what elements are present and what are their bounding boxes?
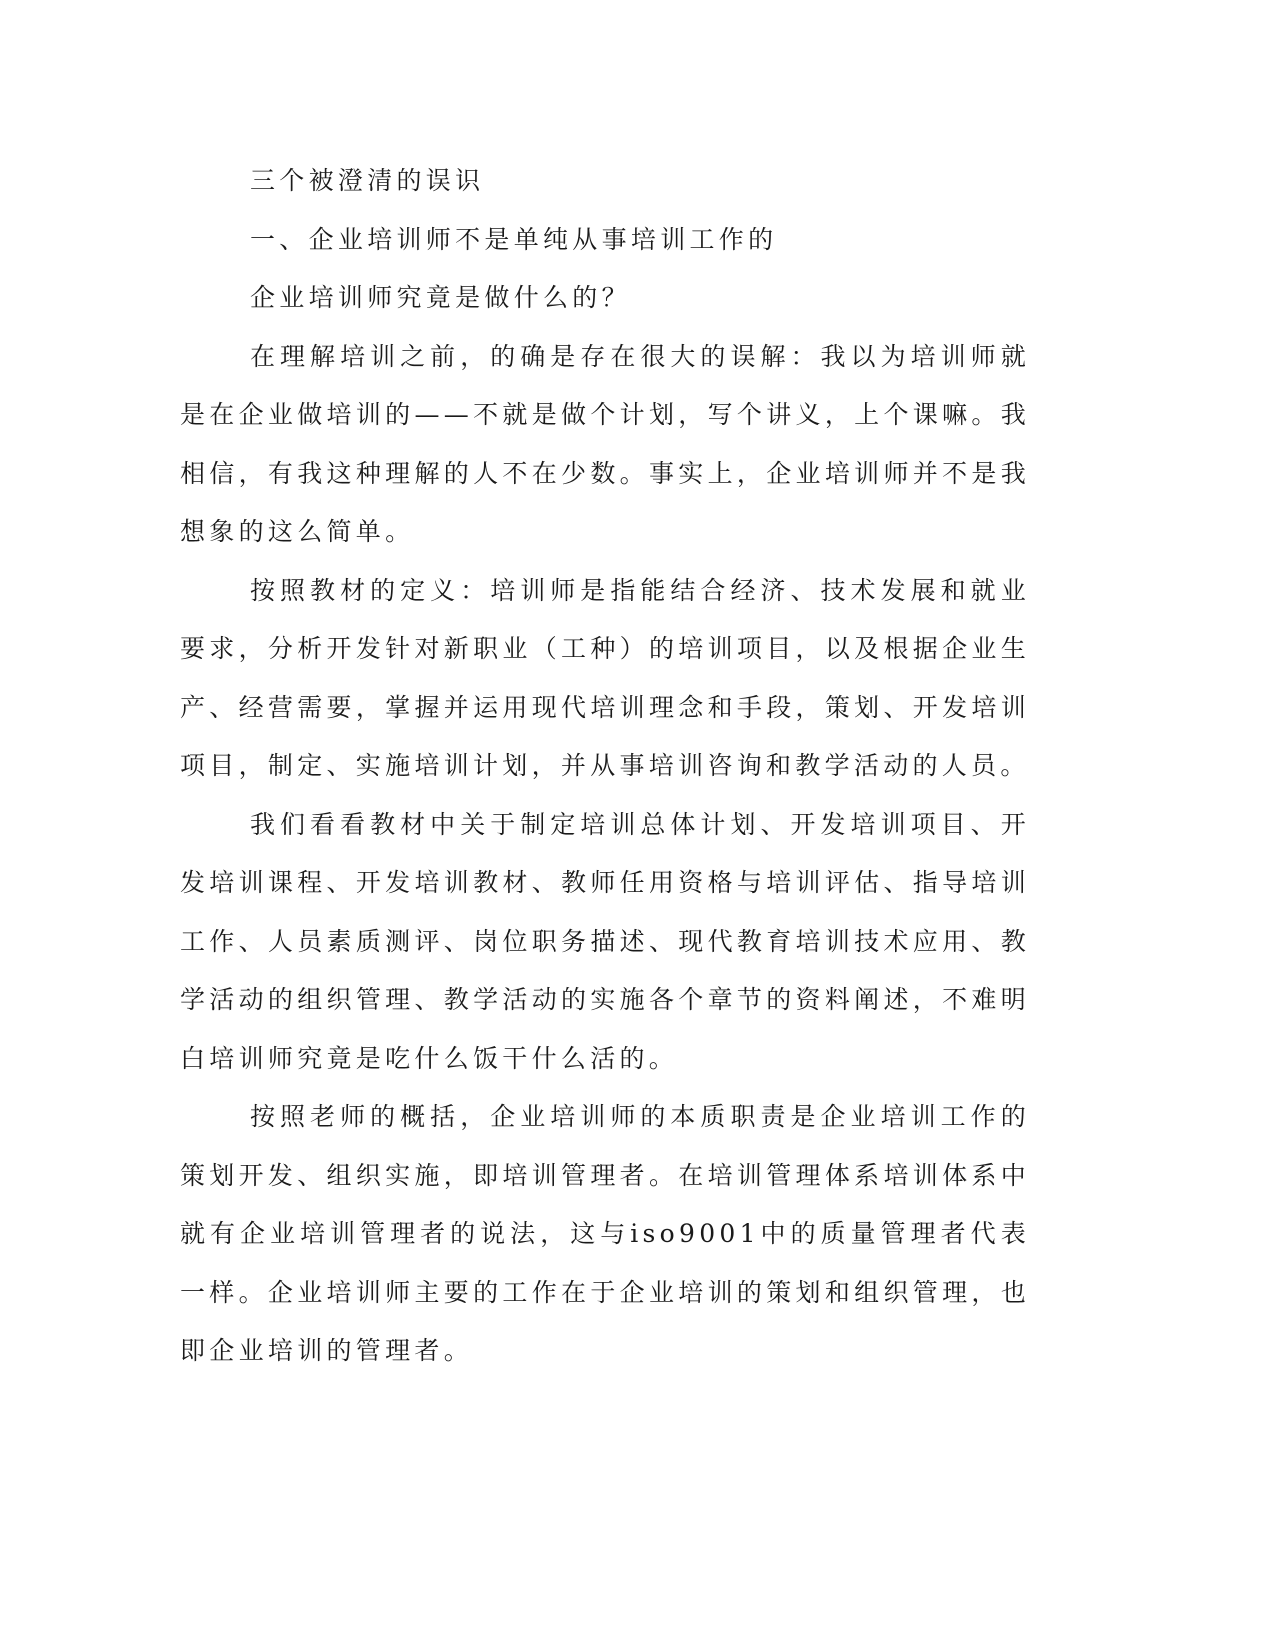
paragraph-textbook-chapters: 我们看看教材中关于制定培训总体计划、开发培训项目、开发培训课程、开发培训教材、教师任用资格与培训评估、指导培训工作、人员素质测评、岗位职务描述、现代教育培训技术应用、教学活动的组织管理、教学活动的实施各个章节的资料阐述，不难明白培训师究竟是吃什么饭干什么活的。 bbox=[180, 809, 1030, 1073]
paragraph-definition: 按照教材的定义：培训师是指能结合经济、技术发展和就业要求，分析开发针对新职业（工种）的培训项目，以及根据企业生产、经营需要，掌握并运用现代培训理念和手段，策划、开发培训项目，制定、实施培训计划，并从事培训咨询和教学活动的人员。 bbox=[180, 575, 1030, 780]
section-question: 企业培训师究竟是做什么的？ bbox=[250, 283, 631, 312]
section-heading: 一、企业培训师不是单纯从事培训工作的 bbox=[250, 224, 778, 254]
document-title: 三个被澄清的误识 bbox=[250, 166, 485, 195]
paragraph-misunderstanding: 在理解培训之前，的确是存在很大的误解：我以为培训师就是在企业做培训的——不就是做个计划，写个讲义，上个课嘛。我相信，有我这种理解的人不在少数。事实上，企业培训师并不是我想象的这么简单。 bbox=[180, 341, 1030, 546]
document-body bbox=[180, 152, 1030, 1381]
paragraph-teacher-summary: 按照老师的概括，企业培训师的本质职责是企业培训工作的策划开发、组织实施，即培训管理者。在培训管理体系培训体系中就有企业培训管理者的说法，这与iso9001中的质量管理者代表一样。企业培训师主要的工作在于企业培训的策划和组织管理，也即企业培训的管理者。 bbox=[180, 1102, 1030, 1365]
